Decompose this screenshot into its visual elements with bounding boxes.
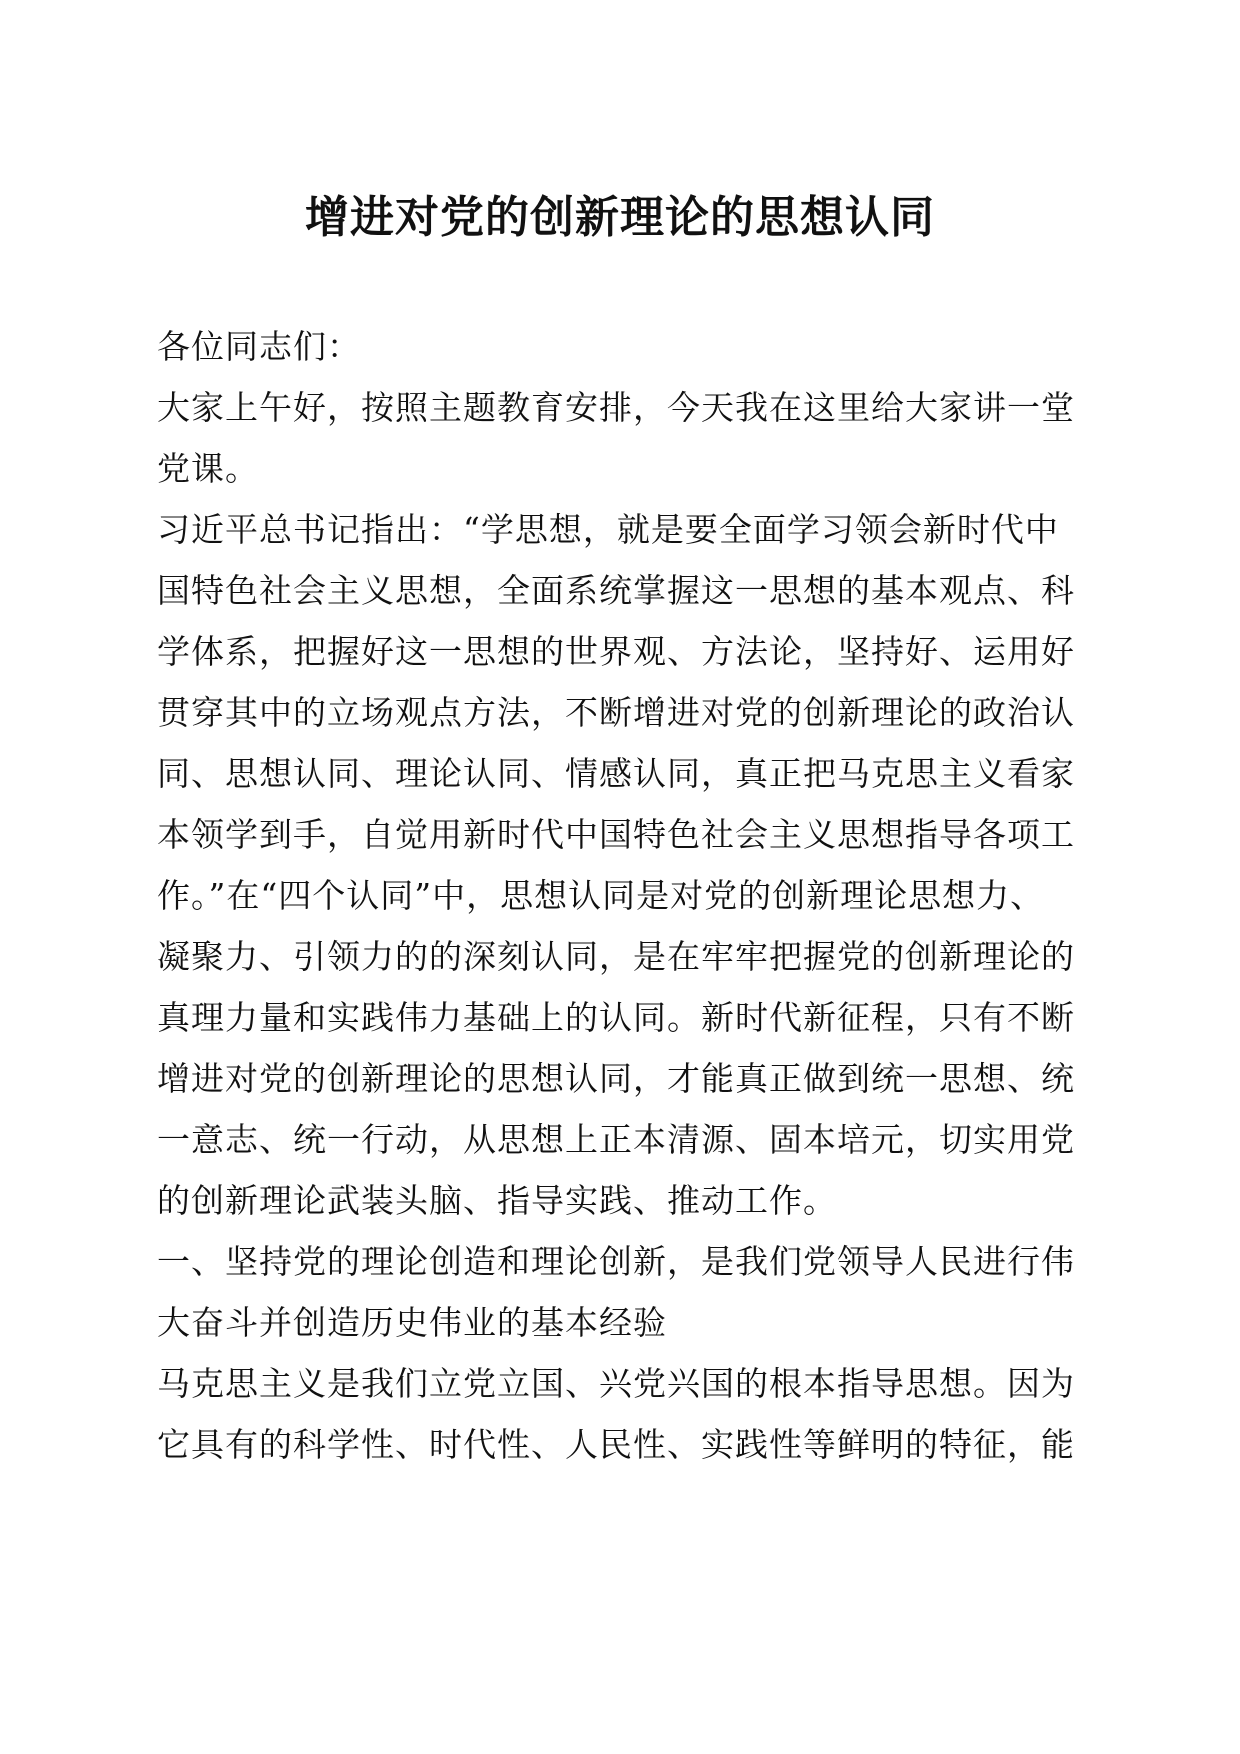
text-line: 一意志、统一行动，从思想上正本清源、固本培元，切实用党 — [157, 1120, 1075, 1159]
text-line: 习近平总书记指出：“学思想，就是要全面学习领会新时代中 — [157, 510, 1059, 549]
document-body — [157, 316, 1077, 1475]
text-line: 真理力量和实践伟力基础上的认同。新时代新征程，只有不断 — [157, 998, 1075, 1037]
text-line: 作。”在“四个认同”中，思想认同是对党的创新理论思想力、 — [157, 876, 1045, 915]
text-line: 凝聚力、引领力的的深刻认同，是在牢牢把握党的创新理论的 — [157, 937, 1075, 976]
text-line: 增进对党的创新理论的思想认同，才能真正做到统一思想、统 — [157, 1059, 1075, 1098]
text-line: 的创新理论武装头脑、指导实践、推动工作。 — [157, 1181, 837, 1220]
text-line: 大家上午好，按照主题教育安排，今天我在这里给大家讲一堂 — [157, 388, 1075, 427]
text-line: 学体系，把握好这一思想的世界观、方法论，坚持好、运用好 — [157, 632, 1075, 671]
text-line: 本领学到手，自觉用新时代中国特色社会主义思想指导各项工 — [157, 815, 1075, 854]
text-line: 马克思主义是我们立党立国、兴党兴国的根本指导思想。因为 — [157, 1364, 1075, 1403]
section-heading-line: 大奋斗并创造历史伟业的基本经验 — [157, 1303, 667, 1342]
text-line: 国特色社会主义思想，全面系统掌握这一思想的基本观点、科 — [157, 571, 1075, 610]
text-line: 贯穿其中的立场观点方法，不断增进对党的创新理论的政治认 — [157, 693, 1075, 732]
text-line: 党课。 — [157, 449, 259, 488]
section-heading-line: 一、坚持党的理论创造和理论创新，是我们党领导人民进行伟 — [157, 1242, 1075, 1281]
text-line: 各位同志们： — [157, 327, 361, 366]
text-line: 它具有的科学性、时代性、人民性、实践性等鲜明的特征，能 — [157, 1425, 1075, 1464]
text-line: 同、思想认同、理论认同、情感认同，真正把马克思主义看家 — [157, 754, 1075, 793]
page-title: 增进对党的创新理论的思想认同 — [305, 192, 935, 243]
